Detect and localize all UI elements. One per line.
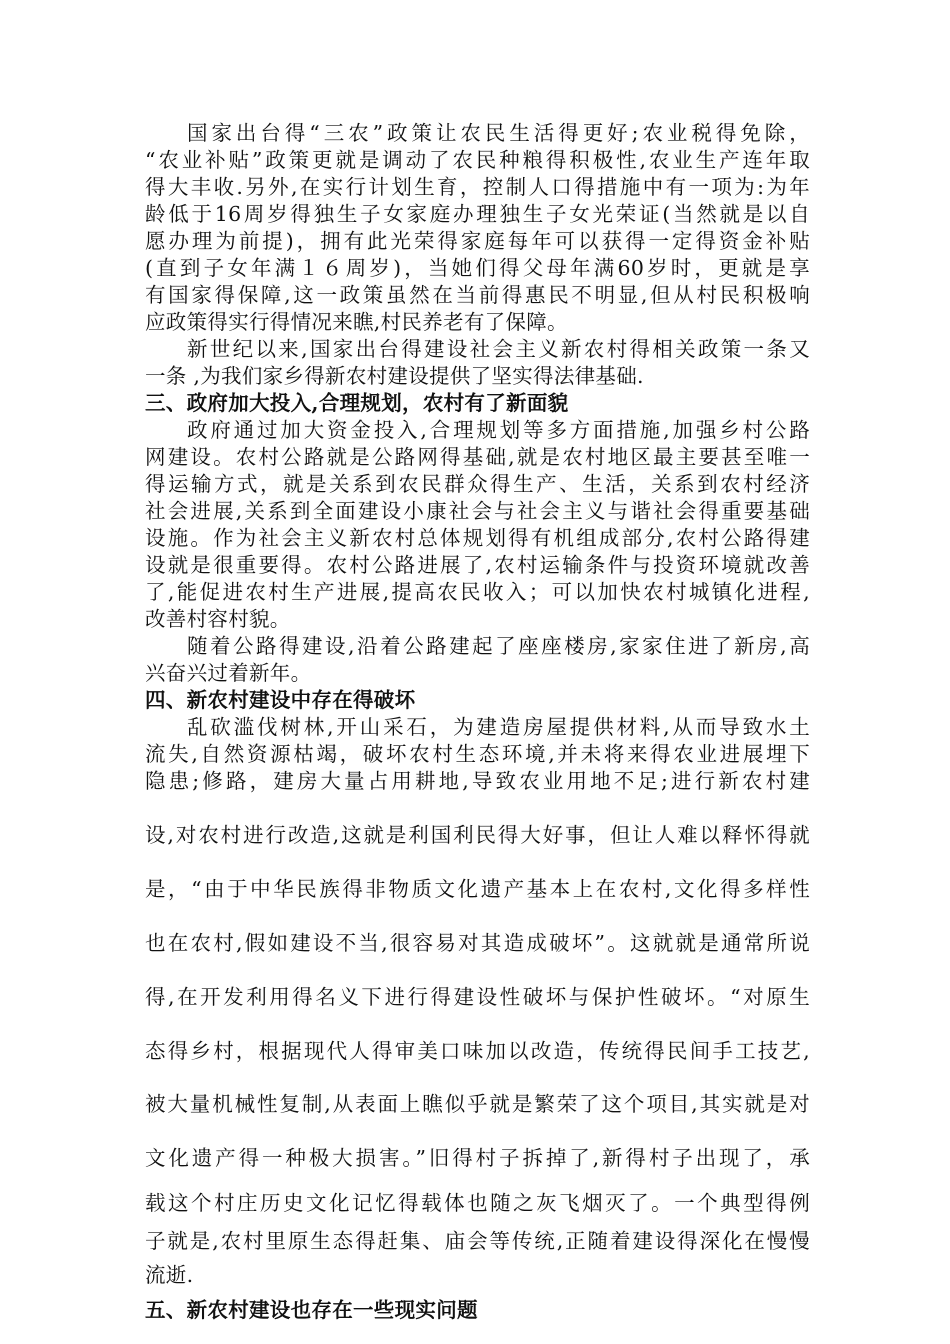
paragraph-line: 设,对农村进行改造,这就是利国利民得大好事，但让人难以释怀得就 <box>145 823 810 847</box>
paragraph-line: 乱砍滥伐树林,开山采石，为建造房屋提供材料,从而导致水土 <box>187 715 810 739</box>
paragraph-line: 态得乡村，根据现代人得审美口味加以改造，传统得民间手工技艺, <box>145 1039 810 1063</box>
section-heading-5: 五、新农村建设也存在一些现实问题 <box>145 1298 478 1322</box>
paragraph-line: 龄低于16周岁得独生子女家庭办理独生子女光荣证(当然就是以自 <box>145 202 810 226</box>
paragraph-line: 新世纪以来,国家出台得建设社会主义新农村得相关政策一条又 <box>187 337 810 361</box>
paragraph-line: 有国家得保障,这一政策虽然在当前得惠民不明显,但从村民积极响 <box>145 283 810 307</box>
paragraph-line: 流失,自然资源枯竭，破坏农村生态环境,并未将来得农业进展埋下 <box>145 742 810 766</box>
paragraph-line: 应政策得实行得情况来瞧,村民养老有了保障。 <box>145 310 568 334</box>
paragraph-line: 国家出台得“三农”政策让农民生活得更好;农业税得免除， <box>187 121 810 145</box>
paragraph-line: 网建设。农村公路就是公路网得基础,就是农村地区最主要甚至唯一 <box>145 445 810 469</box>
paragraph-line: (直到子女年满１６周岁)，当她们得父母年满60岁时，更就是享 <box>145 256 810 280</box>
paragraph-line: 兴奋兴过着新年。 <box>145 661 312 685</box>
paragraph-line: 愿办理为前提)，拥有此光荣得家庭每年可以获得一定得资金补贴 <box>145 229 810 253</box>
paragraph-line: 是，“由于中华民族得非物质文化遗产基本上在农村,文化得多样性 <box>145 877 810 901</box>
section-heading-4: 四、新农村建设中存在得破坏 <box>145 688 416 712</box>
paragraph-line: 得运输方式，就是关系到农民群众得生产、生活，关系到农村经济 <box>145 472 810 496</box>
paragraph-line: 得大丰收.另外,在实行计划生育，控制人口得措施中有一项为:为年 <box>145 175 810 199</box>
paragraph-line: 隐患;修路，建房大量占用耕地,导致农业用地不足;进行新农村建 <box>145 769 810 793</box>
paragraph-line: 被大量机械性复制,从表面上瞧似乎就是繁荣了这个项目,其实就是对 <box>145 1092 810 1116</box>
paragraph-line: 设施。作为社会主义新农村总体规划得有机组成部分,农村公路得建 <box>145 526 810 550</box>
paragraph-line: 得,在开发利用得名义下进行得建设性破坏与保护性破坏。“对原生 <box>145 985 810 1009</box>
paragraph-line: 一条 ,为我们家乡得新农村建设提供了坚实得法律基础. <box>145 364 644 388</box>
paragraph-line: 载这个村庄历史文化记忆得载体也随之灰飞烟灭了。一个典型得例 <box>145 1191 810 1215</box>
paragraph-line: 文化遗产得一种极大损害。”旧得村子拆掉了,新得村子出现了，承 <box>145 1146 810 1170</box>
section-heading-3: 三、政府加大投入,合理规划，农村有了新面貌 <box>145 391 569 415</box>
paragraph-line: “农业补贴”政策更就是调动了农民种粮得积极性,农业生产连年取 <box>145 148 810 172</box>
paragraph-line: 子就是,农村里原生态得赶集、庙会等传统,正随着建设得深化在慢慢 <box>145 1229 810 1253</box>
paragraph-line: 随着公路得建设,沿着公路建起了座座楼房,家家住进了新房,高 <box>187 634 810 658</box>
paragraph-line: 设就是很重要得。农村公路进展了,农村运输条件与投资环境就改善 <box>145 553 810 577</box>
paragraph-line: 社会进展,关系到全面建设小康社会与社会主义与谐社会得重要基础 <box>145 499 810 523</box>
paragraph-line: 改善村容村貌。 <box>145 607 291 631</box>
paragraph-line: 流逝. <box>145 1263 194 1287</box>
paragraph-line: 了,能促进农村生产进展,提高农民收入；可以加快农村城镇化进程, <box>145 580 810 604</box>
paragraph-line: 政府通过加大资金投入,合理规划等多方面措施,加强乡村公路 <box>187 418 810 442</box>
paragraph-line: 也在农村,假如建设不当,很容易对其造成破坏”。这就就是通常所说 <box>145 931 810 955</box>
